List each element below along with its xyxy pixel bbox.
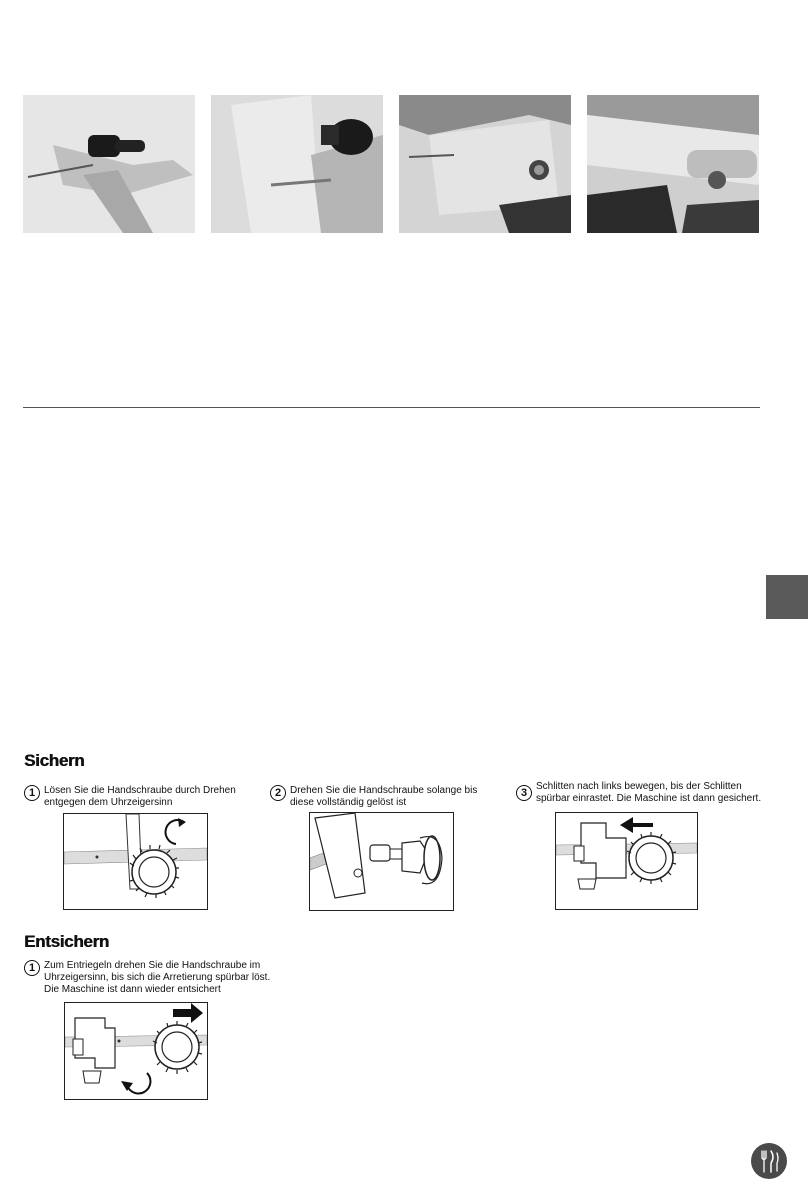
- sichern-step-1: [24, 785, 236, 809]
- entsichern-heading: Entsichern: [24, 932, 109, 951]
- step-text: Drehen Sie die Handschraube solange bis diese vollständig gelöst ist: [290, 785, 478, 808]
- photo-step-2: [211, 95, 383, 233]
- photo-guard-screw-icon: [211, 95, 383, 233]
- photo-step-3: [399, 95, 571, 233]
- section-divider: [23, 407, 760, 408]
- sichern-diagram-3: [555, 812, 698, 910]
- sichern-step-3: [516, 781, 761, 805]
- photo-guard-nut-icon: [399, 95, 571, 233]
- sichern-diagram-1: [63, 813, 208, 910]
- step-number: 1: [24, 785, 40, 801]
- photo-step-4: [587, 95, 759, 233]
- chapter-side-tab: [766, 575, 808, 619]
- step-text: Zum Entriegeln drehen Sie die Handschraube im Uhrzeigersinn, bis sich die Arretierung spürbar löst. Die Maschine ist dann wieder entsichert: [44, 960, 271, 995]
- sichern-diagram-2: [309, 812, 454, 911]
- entsichern-step-1: [24, 960, 270, 996]
- sichern-heading: Sichern: [24, 751, 85, 770]
- step-number: 1: [24, 960, 40, 976]
- brand-cutlery-logo-icon: [751, 1143, 787, 1179]
- step-number: 3: [516, 785, 532, 801]
- step-number: 2: [270, 785, 286, 801]
- step-text: Lösen Sie die Handschraube durch Drehen entgegen dem Uhrzeigersinn: [44, 785, 236, 808]
- loosen-screw-diagram-icon: [64, 814, 207, 909]
- step-text: Schlitten nach links bewegen, bis der Schlitten spürbar einrastet. Die Maschine ist dann gesichert.: [536, 781, 762, 804]
- slide-carriage-left-diagram-icon: [556, 813, 697, 909]
- sichern-step-2: [270, 785, 477, 809]
- unlock-screw-clockwise-diagram-icon: [65, 1003, 207, 1099]
- screw-fully-loosened-diagram-icon: [310, 813, 453, 910]
- photo-step-1: [23, 95, 195, 233]
- photo-guard-handle-icon: [23, 95, 195, 233]
- photo-slicer-detail-icon: [587, 95, 759, 233]
- entsichern-diagram-1: [64, 1002, 208, 1100]
